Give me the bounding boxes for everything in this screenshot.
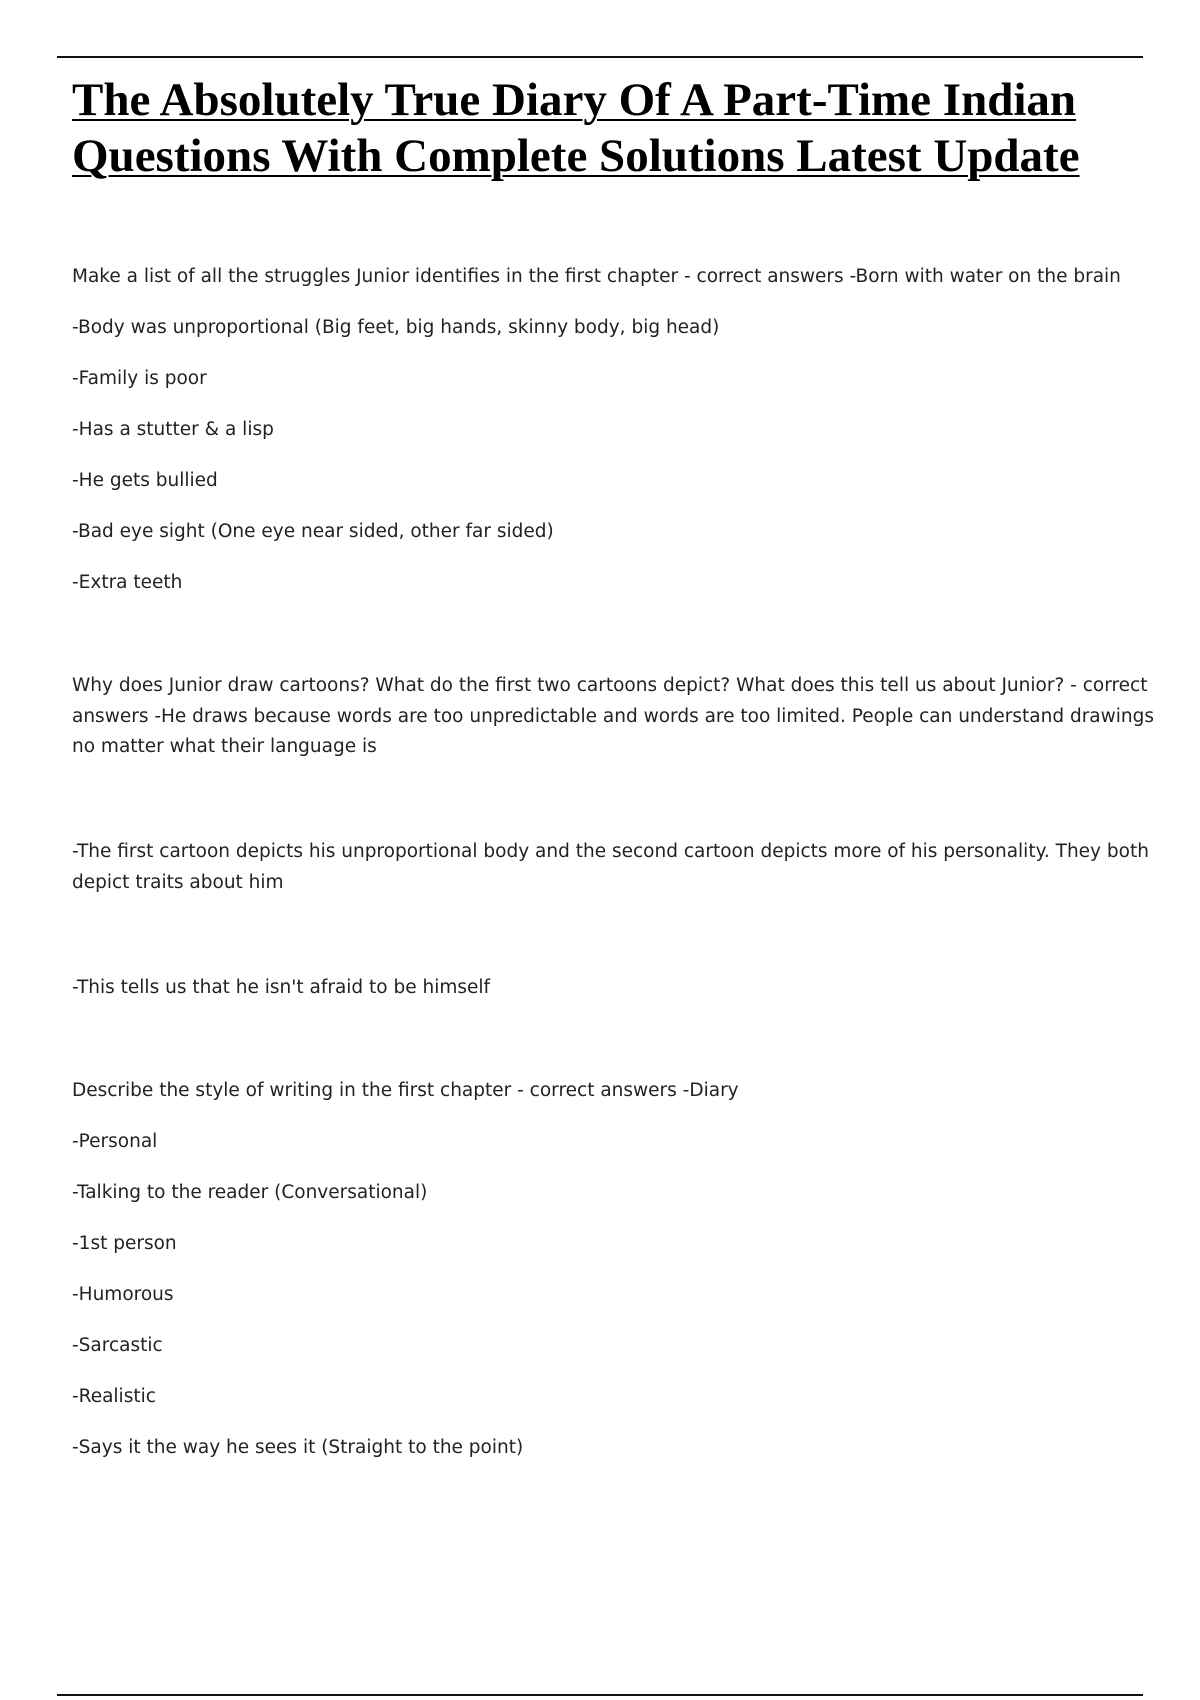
top-rule [57, 56, 1143, 58]
question-1-text: Make a list of all the struggles Junior identifies in the first chapter - correct answers -Born with water on the brain [72, 266, 1121, 287]
spacer [72, 777, 1162, 837]
list-item: -1st person [72, 1233, 177, 1254]
document-body [72, 262, 1162, 1484]
list-item: -Sarcastic [72, 1335, 163, 1356]
spacer [72, 910, 1162, 973]
question-1 [72, 262, 1162, 619]
list-item: -Bad eye sight (One eye near sided, other far sided) [72, 521, 554, 542]
list-item: -Has a stutter & a lisp [72, 419, 274, 440]
list-item: -Realistic [72, 1386, 156, 1407]
title-line-2: Questions With Complete Solutions Latest Update [72, 130, 1080, 182]
list-item: -Personal [72, 1131, 158, 1152]
question-2-answer-2: -The first cartoon depicts his unproportional body and the second cartoon depicts more of his personality. They both depict traits about him [72, 841, 1149, 893]
list-item: -Body was unproportional (Big feet, big hands, skinny body, big head) [72, 317, 720, 338]
spacer [72, 1024, 1162, 1076]
document-title [72, 72, 1152, 184]
list-item: -Extra teeth [72, 572, 183, 593]
spacer [72, 619, 1162, 671]
list-item: -Talking to the reader (Conversational) [72, 1182, 428, 1203]
list-item: -Says it the way he sees it (Straight to the point) [72, 1437, 524, 1458]
question-3-text: Describe the style of writing in the first chapter - correct answers -Diary [72, 1080, 739, 1101]
list-item: -He gets bullied [72, 470, 218, 491]
list-item: -Humorous [72, 1284, 174, 1305]
question-2 [72, 671, 1162, 1024]
bottom-rule [57, 1694, 1143, 1696]
question-2-text: Why does Junior draw cartoons? What do the first two cartoons depict? What does this tell us about Junior? - correct answers -He draws because words are too unpredictable and words are too limited. People can understand drawings no matter what their language is [72, 675, 1155, 757]
list-item: -Family is poor [72, 368, 207, 389]
question-3 [72, 1076, 1162, 1484]
title-line-1: The Absolutely True Diary Of A Part-Time Indian [72, 74, 1077, 126]
question-2-answer-3: -This tells us that he isn't afraid to be himself [72, 977, 491, 998]
